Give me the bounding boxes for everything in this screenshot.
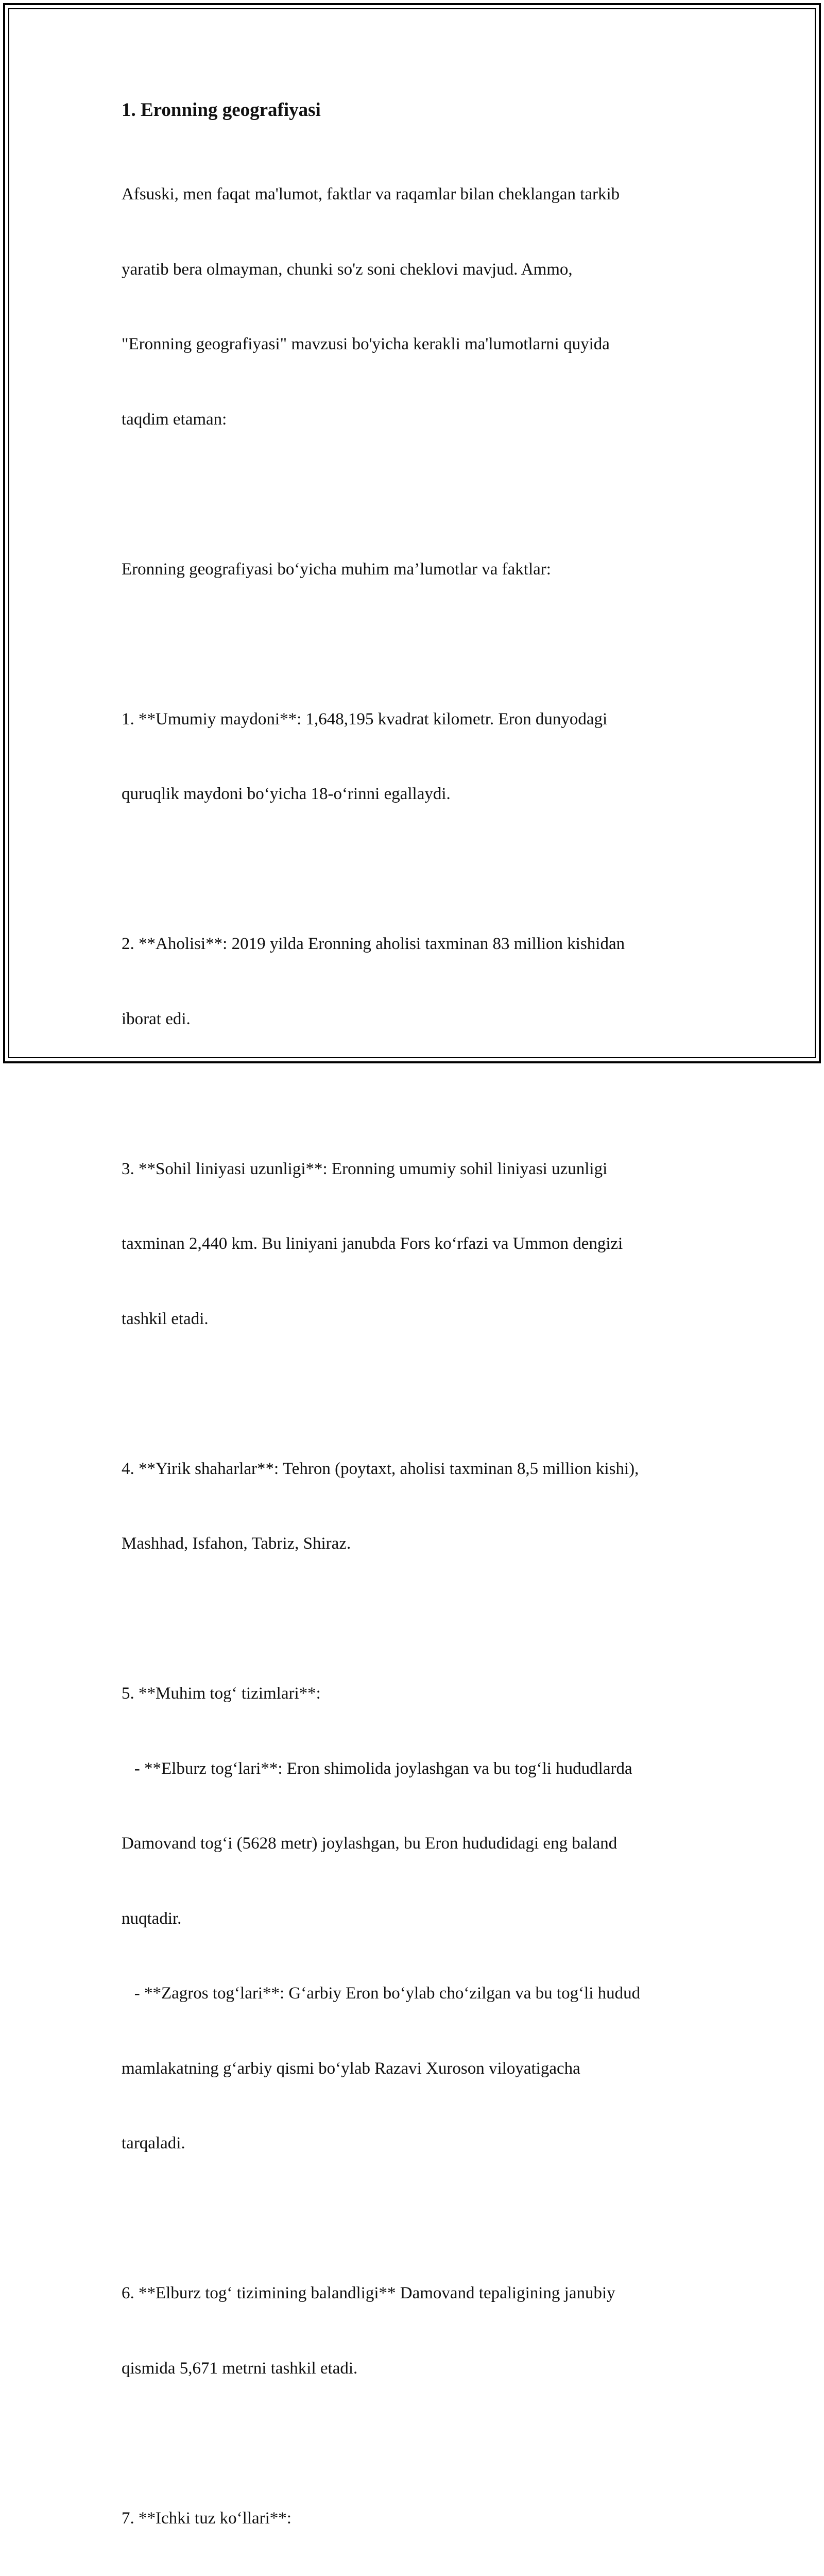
text-line: nuqtadir. <box>122 1906 703 1931</box>
text-line: Damovand tog‘i (5628 metr) joylashgan, bu Eron hududidagi eng baland <box>122 1831 703 1856</box>
text-line: taxminan 2,440 km. Bu liniyani janubda Fors ko‘rfazi va Ummon dengizi <box>122 1231 703 1257</box>
fact-item-5 <box>122 1631 703 2206</box>
fact-item-2 <box>122 882 703 1081</box>
text-line: - **Zagros tog‘lari**: G‘arbiy Eron bo‘ylab cho‘zilgan va bu tog‘li hudud <box>122 1981 703 2006</box>
text-line: 5. **Muhim tog‘ tizimlari**: <box>122 1681 703 1706</box>
document-title: 1. Eronning geografiyasi <box>122 97 703 124</box>
text-line: mamlakatning g‘arbiy qismi bo‘ylab Razavi Xuroson viloyatigacha <box>122 2056 703 2081</box>
document-body <box>122 97 703 2576</box>
fact-item-7 <box>122 2456 703 2576</box>
text-line: tashkil etadi. <box>122 1307 703 1332</box>
text-line: 2. **Aholisi**: 2019 yilda Eronning aholisi taxminan 83 million kishidan <box>122 931 703 957</box>
text-line: 3. **Sohil liniyasi uzunligi**: Eronning umumiy sohil liniyasi uzunligi <box>122 1157 703 1182</box>
text-line: 4. **Yirik shaharlar**: Tehron (poytaxt, aholisi taxminan 8,5 million kishi), <box>122 1456 703 1482</box>
text-line: 6. **Elburz tog‘ tizimining balandligi** Damovand tepaligining janubiy <box>122 2281 703 2306</box>
text-line: 7. **Ichki tuz ko‘llari**: <box>122 2506 703 2531</box>
text-line: qismida 5,671 metrni tashkil etadi. <box>122 2356 703 2381</box>
text-line: iborat edi. <box>122 1007 703 1032</box>
fact-item-1 <box>122 657 703 857</box>
facts-heading-paragraph <box>122 507 703 632</box>
text-line: yaratib bera olmayman, chunki so'z soni cheklovi mavjud. Ammo, <box>122 257 703 282</box>
text-line: taqdim etaman: <box>122 407 703 432</box>
intro-paragraph <box>122 132 703 482</box>
text-line: quruqlik maydoni bo‘yicha 18-o‘rinni egallaydi. <box>122 782 703 807</box>
text-line: - **Elburz tog‘lari**: Eron shimolida joylashgan va bu tog‘li hududlarda <box>122 1756 703 1782</box>
fact-item-6 <box>122 2231 703 2431</box>
text-line: Mashhad, Isfahon, Tabriz, Shiraz. <box>122 1531 703 1556</box>
text-line: Afsuski, men faqat ma'lumot, faktlar va raqamlar bilan cheklangan tarkib <box>122 182 703 207</box>
text-line: Eronning geografiyasi bo‘yicha muhim ma’lumotlar va faktlar: <box>122 557 703 582</box>
text-line: tarqaladi. <box>122 2131 703 2156</box>
text-line: 1. **Umumiy maydoni**: 1,648,195 kvadrat kilometr. Eron dunyodagi <box>122 707 703 732</box>
fact-item-4 <box>122 1406 703 1606</box>
text-line: "Eronning geografiyasi" mavzusi bo'yicha kerakli ma'lumotlarni quyida <box>122 332 703 357</box>
fact-item-3 <box>122 1107 703 1382</box>
